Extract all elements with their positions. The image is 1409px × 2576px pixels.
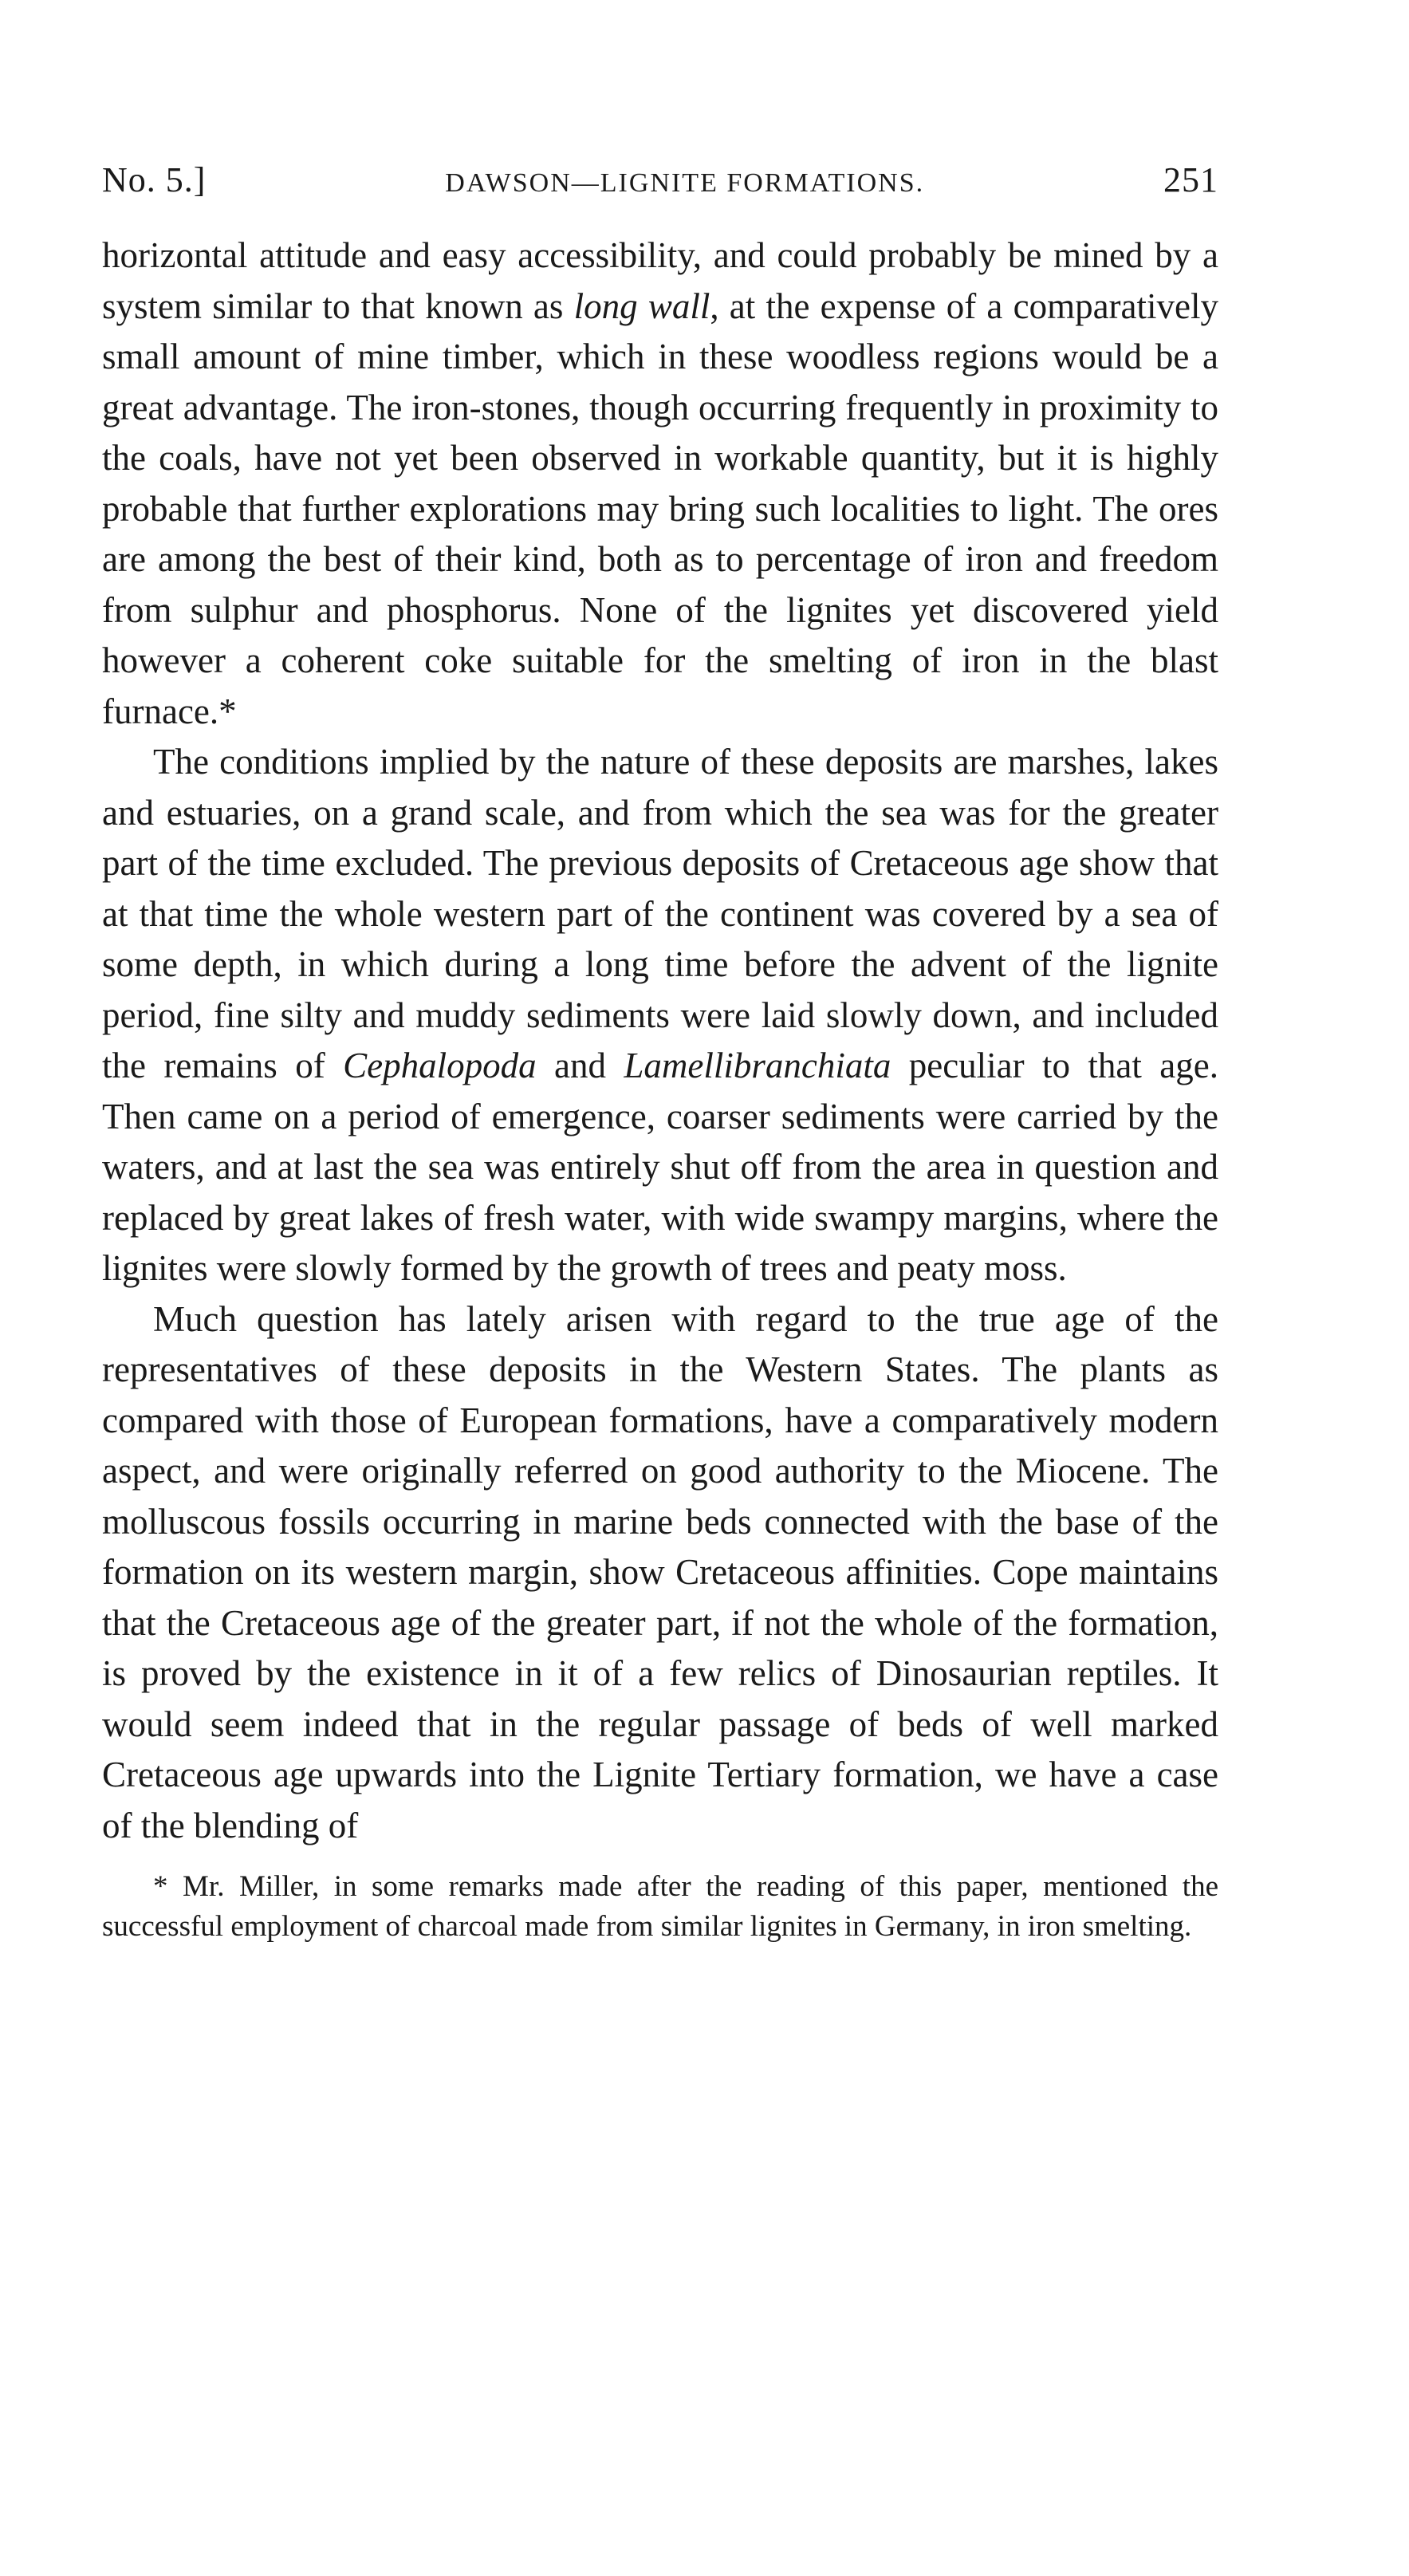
term-long-wall: long wall xyxy=(573,286,710,326)
term-cephalopoda: Cephalopoda xyxy=(343,1046,537,1085)
running-title: DAWSON—LIGNITE FORMATIONS. xyxy=(445,168,925,198)
paragraph-2-text-c: peculiar to that age. Then came on a period of emergence, coarser sediments were carried by the waters, and at last the sea was entirely shut off from the area in question and replaced by great lakes of fresh water, with wide swampy margins, where the lignites were slowly formed by the growth of trees and peaty moss. xyxy=(102,1046,1218,1288)
footnote xyxy=(102,1867,1218,1947)
footnote-text: * Mr. Miller, in some remarks made after the reading of this paper, mentioned the successful employment of charcoal made from similar lignites in Germany, in iron smelting. xyxy=(102,1870,1218,1943)
issue-number: No. 5.] xyxy=(102,160,207,199)
page xyxy=(102,160,1218,1947)
page-number: 251 xyxy=(1163,160,1218,199)
footnote-spacer xyxy=(102,1851,1218,1867)
paragraph-1-text-a: horizontal attitude and easy accessibility, and could probably be mined by a system similar to that known as xyxy=(102,235,1218,326)
running-head xyxy=(102,160,1218,200)
paragraph-3 xyxy=(102,1294,1218,1852)
paragraph-1-text-b: , at the expense of a comparatively small amount of mine timber, which in these woodless regions would be a great advantage. The iron-stones, though occurring frequently in proximity to the coals, have not yet been observed in workable quantity, but it is highly probable that further explorations may bring such localities to light. The ores are among the best of their kind, both as to percentage of iron and freedom from sulphur and phosphorus. None of the lignites yet discovered yield however a coherent coke suitable for the smelting of iron in the blast furnace.* xyxy=(102,286,1218,731)
paragraph-3-text: Much question has lately arisen with regard to the true age of the representatives of these deposits in the Western States. The plants as compared with those of European formations, have a comparatively modern aspect, and were originally referred on good authority to the Miocene. The molluscous fossils occurring in marine beds connected with the base of the formation on its western margin, show Cretaceous affinities. Cope maintains that the Cretaceous age of the greater part, if not the whole of the formation, is proved by the existence in it of a few relics of Dinosaurian reptiles. It would seem indeed that in the regular passage of beds of well marked Cretaceous age upwards into the Lignite Tertiary formation, we have a case of the blending of xyxy=(102,1298,1218,1845)
paragraph-1 xyxy=(102,230,1218,737)
paragraph-2 xyxy=(102,737,1218,1294)
term-lamellibranchiata: Lamellibranchiata xyxy=(624,1046,891,1085)
paragraph-2-text-a: The conditions implied by the nature of these deposits are marshes, lakes and estuaries, on a grand scale, and from which the sea was for the greater part of the time excluded. The previous deposits of Cretaceous age show that at that time the whole western part of the continent was covered by a sea of some depth, in which during a long time before the advent of the lignite period, fine silty and muddy sediments were laid slowly down, and included the remains of xyxy=(102,742,1218,1085)
body-text xyxy=(102,230,1218,1851)
paragraph-2-text-b: and xyxy=(536,1046,624,1085)
